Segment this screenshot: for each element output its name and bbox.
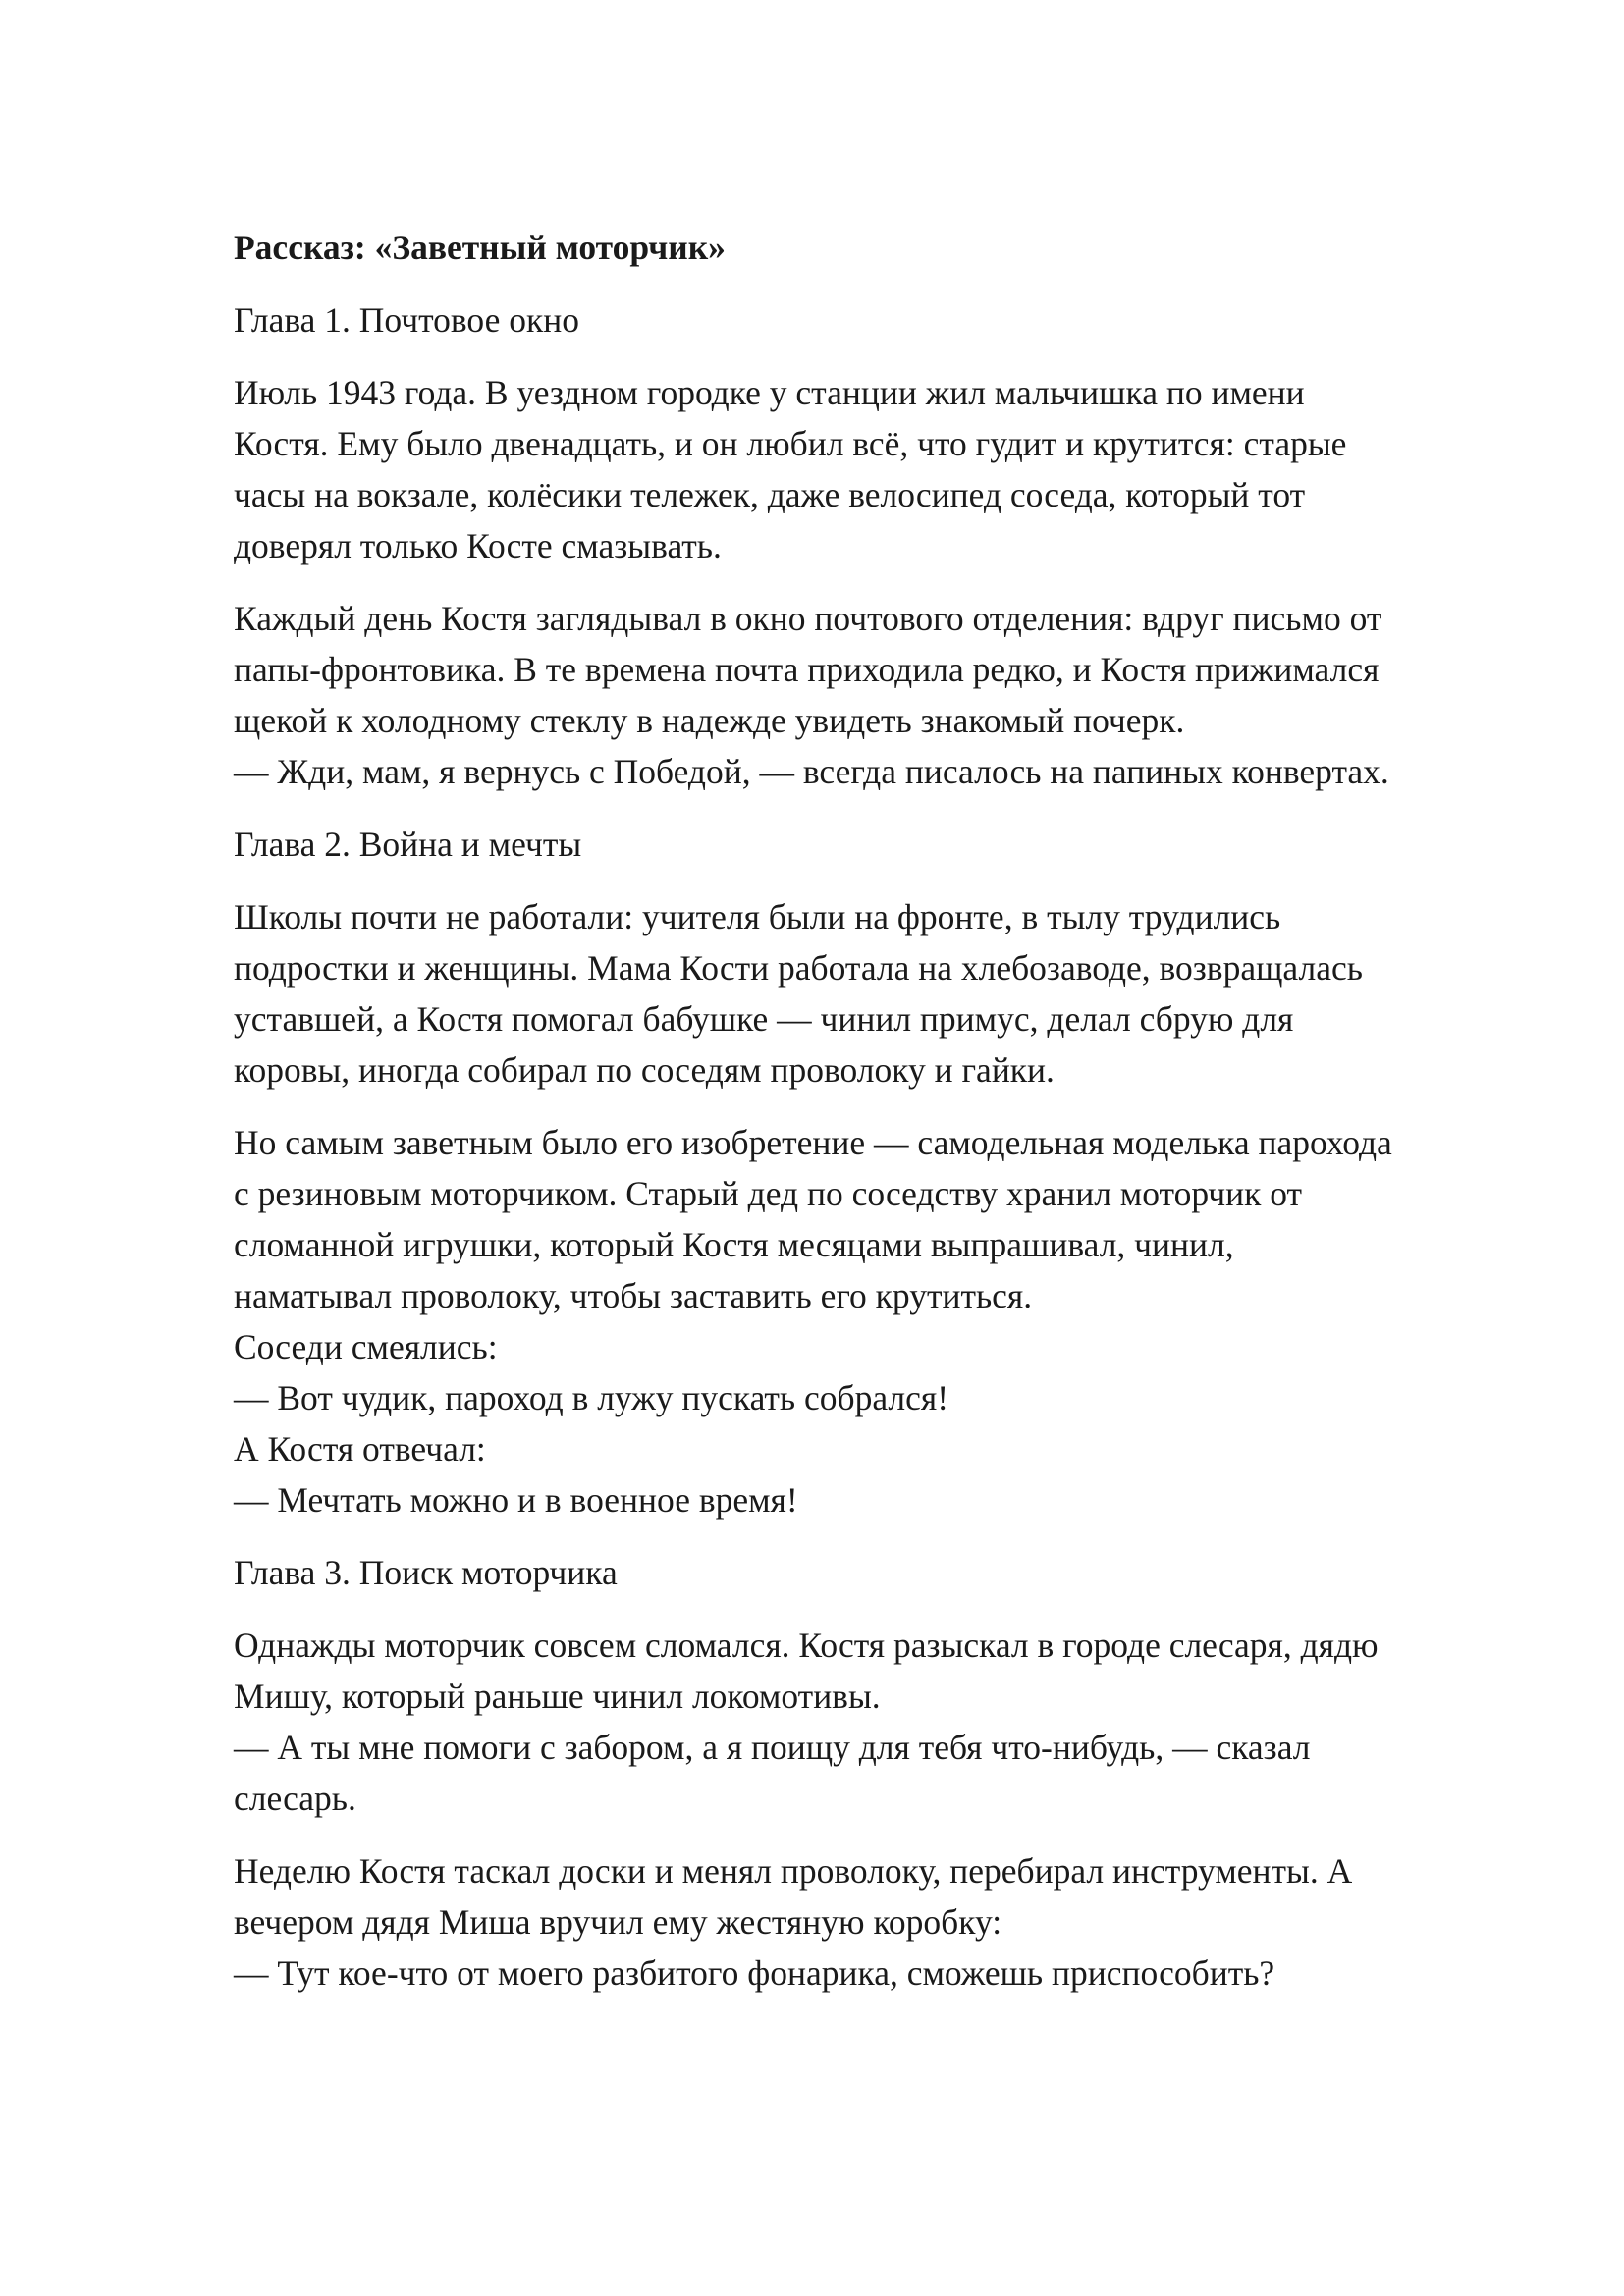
text-line: слесарь.: [234, 1779, 356, 1818]
chapter-1-paragraph-2: [234, 593, 1530, 797]
text-line: А Костя отвечал:: [234, 1429, 486, 1468]
text-line: папы-фронтовика. В те времена почта приходила редко, и Костя прижимался: [234, 650, 1380, 689]
document-page: [234, 222, 1530, 2020]
chapter-2-paragraph-2: [234, 1117, 1530, 1525]
text-line: — Тут кое-что от моего разбитого фонарика, сможешь приспособить?: [234, 1953, 1275, 1993]
chapter-2-paragraph-1: [234, 891, 1530, 1095]
text-line: уставшей, а Костя помогал бабушке — чинил примус, делал сбрую для: [234, 999, 1294, 1039]
story-title: Рассказ: «Заветный моторчик»: [234, 228, 726, 267]
text-line: Но самым заветным было его изобретение — самодельная моделька парохода: [234, 1123, 1392, 1162]
text-line: Неделю Костя таскал доски и менял проволоку, перебирал инструменты. А: [234, 1851, 1353, 1891]
text-line: сломанной игрушки, который Костя месяцами выпрашивал, чинил,: [234, 1225, 1234, 1264]
chapter-3-heading: Глава 3. Поиск моторчика: [234, 1553, 618, 1592]
text-line: Соседи смеялись:: [234, 1327, 498, 1366]
chapter-2-heading: Глава 2. Война и мечты: [234, 825, 582, 864]
text-line: — А ты мне помоги с забором, а я поищу для тебя что-нибудь, — сказал: [234, 1728, 1311, 1767]
text-line: доверял только Косте смазывать.: [234, 526, 722, 565]
text-line: подростки и женщины. Мама Кости работала на хлебозаводе, возвращалась: [234, 948, 1363, 988]
text-line: щекой к холодному стеклу в надежде увидеть знакомый почерк.: [234, 701, 1185, 740]
text-line: часы на вокзале, колёсики тележек, даже велосипед соседа, который тот: [234, 475, 1306, 514]
chapter-3-paragraph-2: [234, 1845, 1530, 1999]
text-line: вечером дядя Миша вручил ему жестяную коробку:: [234, 1902, 1002, 1942]
text-line: Костя. Ему было двенадцать, и он любил всё, что гудит и крутится: старые: [234, 424, 1347, 463]
text-line: — Мечтать можно и в военное время!: [234, 1480, 798, 1520]
text-line: — Жди, мам, я вернусь с Победой, — всегда писалось на папиных конвертах.: [234, 752, 1389, 791]
text-line: Каждый день Костя заглядывал в окно почтового отделения: вдруг письмо от: [234, 599, 1382, 638]
text-line: с резиновым моторчиком. Старый дед по соседству хранил моторчик от: [234, 1174, 1302, 1213]
text-line: Школы почти не работали: учителя были на фронте, в тылу трудились: [234, 897, 1281, 936]
text-line: коровы, иногда собирал по соседям проволоку и гайки.: [234, 1050, 1055, 1090]
text-line: Однажды моторчик совсем сломался. Костя разыскал в городе слесаря, дядю: [234, 1626, 1379, 1665]
chapter-1-heading: Глава 1. Почтовое окно: [234, 300, 579, 340]
text-line: — Вот чудик, пароход в лужу пускать собрался!: [234, 1378, 949, 1417]
chapter-1-paragraph-1: [234, 367, 1530, 571]
text-line: Мишу, который раньше чинил локомотивы.: [234, 1677, 881, 1716]
text-line: наматывал проволоку, чтобы заставить его крутиться.: [234, 1276, 1033, 1315]
text-line: Июль 1943 года. В уездном городке у станции жил мальчишка по имени: [234, 373, 1305, 412]
chapter-3-paragraph-1: [234, 1620, 1530, 1824]
